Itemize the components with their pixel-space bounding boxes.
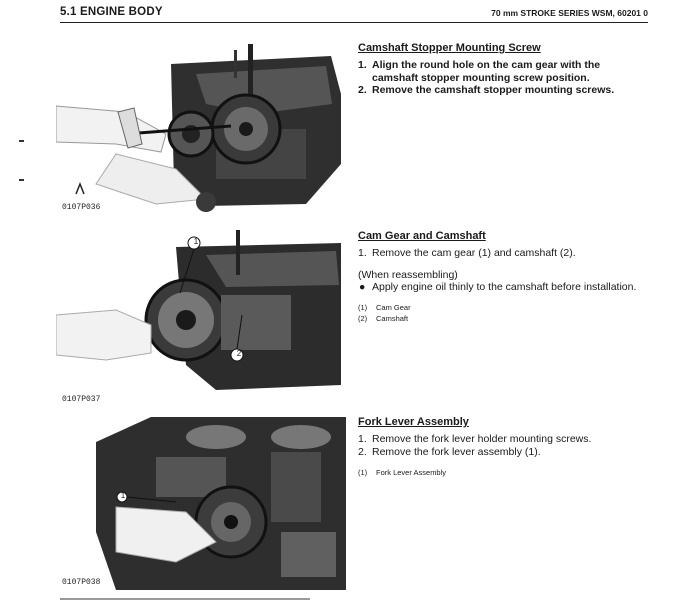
step-number: 1. [358,59,367,71]
step-text: Remove the fork lever assembly (1). [372,445,541,458]
legend-item [358,467,648,478]
legend-text: Camshaft [376,314,409,323]
margin-mark [19,179,24,181]
legend-item [358,313,648,324]
step-item [358,84,648,97]
step-text: Remove the camshaft stopper mounting screws. [372,84,615,96]
step-item [358,446,648,459]
section-camshaft-stopper [358,42,648,97]
step-number: 2. [358,445,367,458]
callout-fork-lever: 1 [120,491,126,500]
figure-caption: 0107P038 [62,578,101,587]
step-item [358,59,648,84]
legend-number: (2) [358,314,368,323]
step-item [358,433,648,446]
bullet-item [358,281,648,294]
figure-caption: 0107P036 [62,203,101,212]
series-label [491,8,648,18]
callout-cam-gear: 1 [193,237,199,246]
step-number: 2. [358,84,367,96]
step-item [358,247,648,260]
footer-rule [60,598,310,600]
page-header [60,4,648,23]
figure-camshaft-stopper-photo [56,34,346,214]
bullet-text: Apply engine oil thinly to the camshaft before installation. [372,280,637,293]
step-text: Remove the cam gear (1) and camshaft (2). [372,247,576,259]
bullet-icon: ● [359,280,366,293]
callout-camshaft: 2 [236,349,242,358]
step-number: 1. [358,247,367,259]
legend-text: Cam Gear [376,303,411,312]
section-title: Fork Lever Assembly [358,416,469,428]
step-text: Align the round hole on the cam gear with the camshaft stopper mounting screw position. [372,59,601,84]
margin-mark [19,140,24,142]
legend-notes [358,467,648,478]
legend-text: Fork Lever Assembly [376,468,447,477]
section-fork-lever [358,416,648,478]
section-title: Cam Gear and Camshaft [358,230,486,242]
figure-cam-gear-photo [56,225,346,395]
legend-number: (1) [358,303,368,312]
series-text: 70 mm STROKE SERIES [491,8,590,18]
step-number: 1. [358,433,367,445]
figure-fork-lever-photo [56,412,346,590]
legend-item [358,302,648,313]
legend-number: (1) [358,468,368,477]
section-title: Camshaft Stopper Mounting Screw [358,42,541,54]
reassembly-heading: (When reassembling) [358,268,458,281]
step-text: Remove the fork lever holder mounting screws. [372,433,592,445]
manual-code: WSM, 60201 0 [591,8,648,18]
legend-notes [358,302,648,324]
section-cam-gear [358,230,648,324]
figure-caption: 0107P037 [62,395,101,404]
section-label: 5.1 ENGINE BODY [60,6,163,18]
